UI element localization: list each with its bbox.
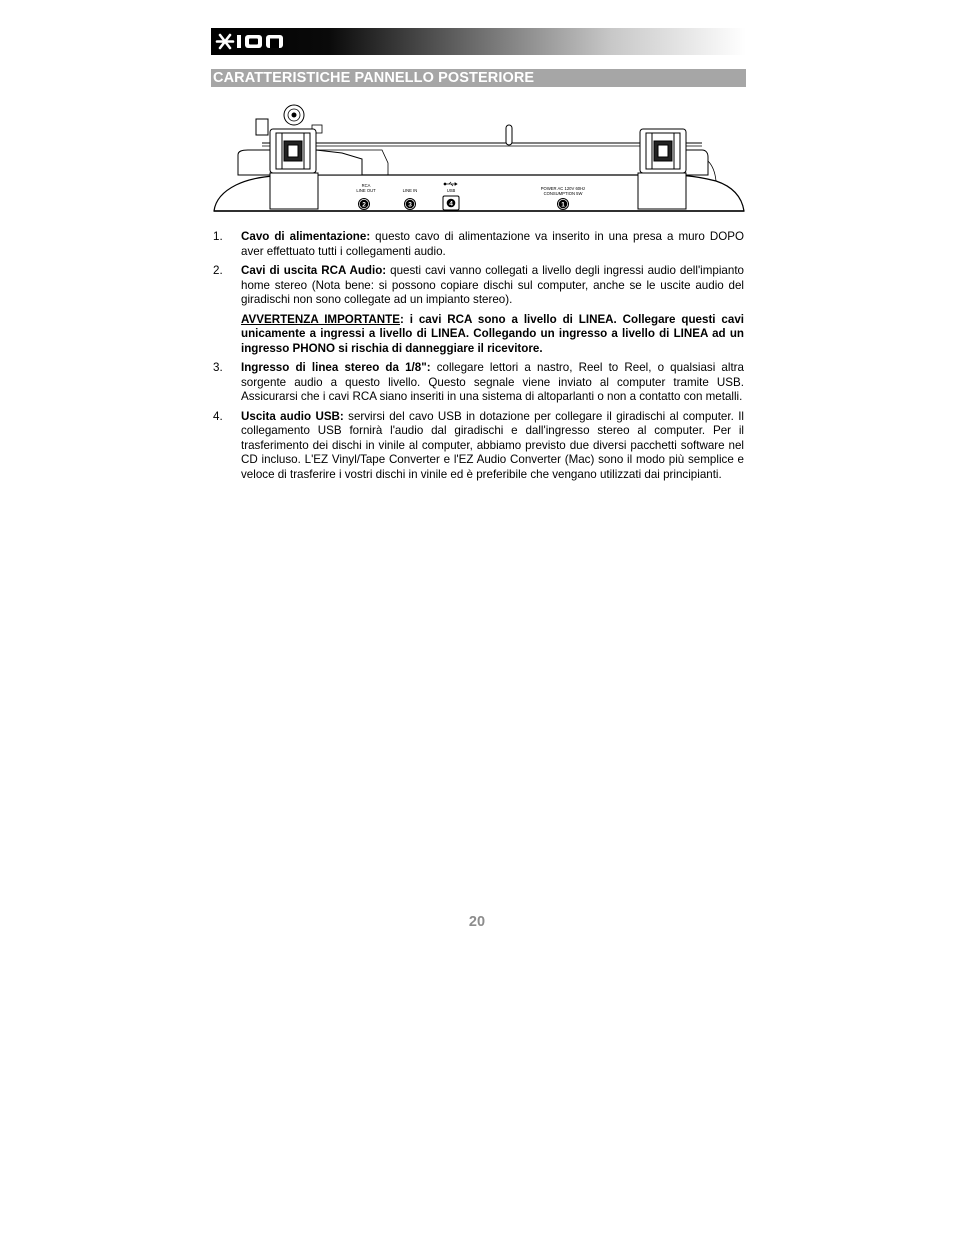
item-number: 4. <box>213 409 223 423</box>
warning-label: AVVERTENZA IMPORTANTE <box>241 312 400 326</box>
item-text: questo cavo di alimentazione va inserito in una presa a muro DOPO aver effettuato tutti i collegamenti audio. <box>241 230 745 258</box>
item-text: questi cavi vanno collegati a livello degli ingressi audio dell'impianto home stereo (Nota bene: si possono copiare dischi sul computer, anche se le uscite audio del giradischi non sono collegate ad un impianto stereo). <box>241 264 744 306</box>
label-line-in: LINE IN <box>402 188 418 193</box>
feature-list <box>213 230 744 487</box>
label-usb: USB <box>446 188 456 193</box>
callout-1-label: 1 <box>561 201 565 209</box>
callout-3-label: 3 <box>408 201 412 209</box>
item-text: collegare lettori a nastro, Reel to Reel, o qualsiasi altra sorgente audio a questo livello. Questo segnale viene inviato al computer tramite USB. Assicurarsi che i cavi RCA siano inseriti in una sistema di altoparlanti o non a contatto con metalli. <box>241 361 744 403</box>
callout-2-label: 2 <box>362 201 366 209</box>
item-number: 1. <box>213 230 223 243</box>
list-item <box>213 410 744 483</box>
label-power-1: POWER AC 120V 60Hz <box>540 186 586 191</box>
item-lead: Uscita audio USB: <box>241 409 344 423</box>
item-lead: Cavo di alimentazione: <box>241 230 371 243</box>
logo-text: ION <box>215 31 217 32</box>
header-bar <box>211 28 746 55</box>
item-number: 3. <box>213 361 223 374</box>
label-rca: RCA <box>361 183 371 188</box>
item-text: servirsi del cavo USB in dotazione per collegare il giradischi al computer. Il collegamento USB fornirà l'audio dal giradischi e dall'ingresso stereo al computer. Per il trasferimento dei dischi in vinile al computer, abbiamo previsto due diversi pacchetti software nel CD incluso. L'EZ Vinyl/Tape Converter e l'EZ Audio Converter (Mac) sono il modo più semplice e veloce di trasferire i vostri dischi in vinile ed è preferibile che vengano utilizzati dai principianti. <box>241 409 744 481</box>
item-lead: Ingresso di linea stereo da 1/8": <box>241 361 431 374</box>
rear-panel-diagram <box>212 103 746 215</box>
label-power-2: CONSUMPTION 5W <box>543 191 583 196</box>
list-item <box>213 361 744 405</box>
item-number: 2. <box>213 264 223 277</box>
ion-logo <box>215 31 287 52</box>
warning-note <box>241 313 744 357</box>
item-lead: Cavi di uscita RCA Audio: <box>241 264 387 277</box>
warning-text: : i cavi RCA sono a livello di LINEA. Collegare questi cavi unicamente a ingressi a livello di LINEA. Collegando un ingresso a livello di LINEA ad un ingresso PHONO si rischia di danneggiare il ricevitore. <box>241 312 744 355</box>
label-line-out: LINE OUT <box>356 188 376 193</box>
list-item <box>213 230 744 259</box>
page-number: 20 <box>468 914 486 930</box>
list-item <box>213 264 744 356</box>
callout-4-label: 4 <box>449 200 453 208</box>
section-title: CARATTERISTICHE PANNELLO POSTERIORE <box>211 69 746 87</box>
